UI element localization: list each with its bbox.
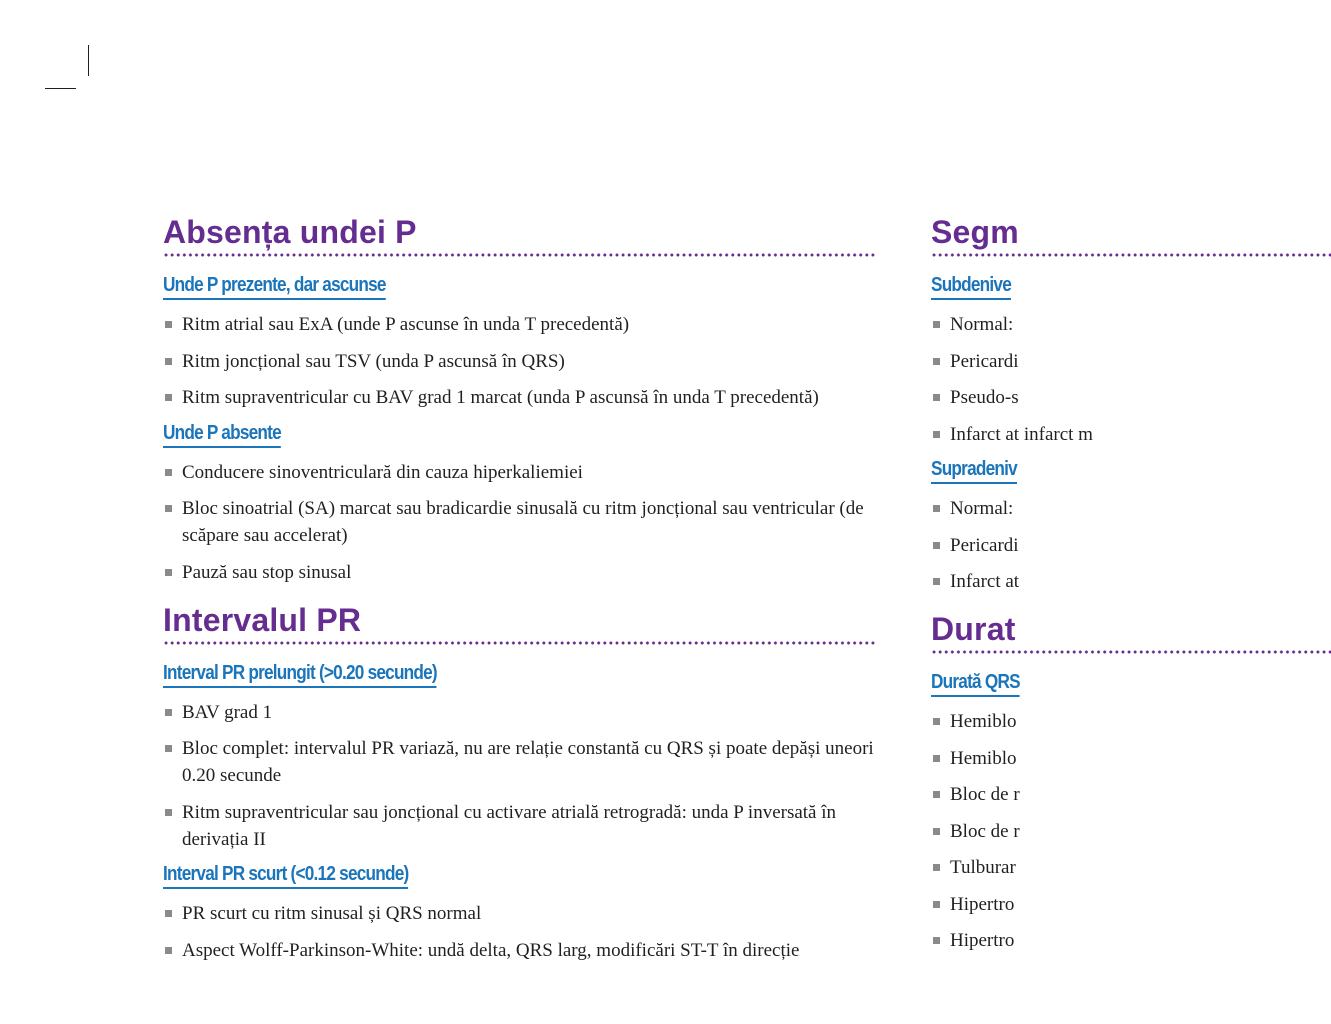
list-item-text: Aspect Wolff-Parkinson-White: undă delta, QRS larg, modificări ST-T în direcție [182, 939, 800, 961]
bullet-list [163, 699, 877, 853]
list-item-text: BAV grad 1 [182, 701, 273, 723]
list-item-text: Pericardi [950, 350, 1019, 372]
section [931, 213, 1331, 595]
square-bullet-icon [933, 901, 940, 908]
list-item-text: Infarct at infarct m [950, 423, 1093, 445]
list-item [163, 348, 877, 375]
list-item-text: Hipertro [950, 930, 1015, 951]
dotted-rule [931, 650, 1331, 654]
subsection [163, 273, 877, 411]
square-bullet-icon [165, 394, 172, 401]
list-item-text: Pauză sau stop sinusal [182, 561, 352, 583]
list-item-text: Ritm supraventricular cu BAV grad 1 marcat (unda P ascunsă în unda T precedentă) [182, 387, 819, 408]
section-title: Durat [931, 611, 1016, 647]
subsection-heading: Interval PR prelungit (>0.20 secunde) [163, 661, 437, 688]
bullet-list [163, 311, 877, 411]
subsection [931, 670, 1331, 954]
section [931, 610, 1331, 954]
square-bullet-icon [933, 394, 940, 401]
square-bullet-icon [165, 910, 172, 917]
subsection [163, 661, 877, 853]
section-title: Intervalul PR [163, 601, 362, 638]
list-item-text: Normal: [950, 498, 1014, 519]
square-bullet-icon [933, 864, 940, 871]
subsection-heading: Unde P prezente, dar ascunse [163, 273, 386, 300]
list-item [931, 745, 1331, 772]
list-item-text: Normal: [950, 314, 1014, 335]
list-item-text: Ritm joncțional sau TSV (unda P ascunsă în QRS) [182, 350, 565, 372]
list-item-text: Infarct at [950, 571, 1020, 592]
list-item [931, 311, 1331, 338]
square-bullet-icon [165, 469, 172, 476]
subsection [163, 421, 877, 586]
list-item-text: Bloc complet: intervalul PR variază, nu are relație constantă cu QRS și poate depăși uneori 0.20 secunde [182, 738, 874, 786]
list-item-text: Pseudo-s [950, 387, 1019, 408]
list-item [163, 559, 877, 586]
bullet-list [931, 311, 1331, 448]
square-bullet-icon [933, 828, 940, 835]
list-item [163, 799, 877, 853]
list-item [163, 900, 877, 927]
square-bullet-icon [165, 321, 172, 328]
list-item [931, 384, 1331, 411]
list-item [163, 735, 877, 789]
list-item [931, 927, 1331, 954]
square-bullet-icon [933, 505, 940, 512]
subsection-heading-row [931, 670, 1331, 697]
square-bullet-icon [933, 542, 940, 549]
bullet-list [163, 459, 877, 586]
list-item [163, 459, 877, 486]
square-bullet-icon [165, 569, 172, 576]
square-bullet-icon [933, 578, 940, 585]
list-item-text: Bloc de r [950, 784, 1020, 805]
dotted-rule [163, 253, 877, 257]
bullet-list [163, 900, 877, 964]
list-item-text: Hemiblo [950, 711, 1017, 732]
subsection-heading: Durată QRS [931, 670, 1020, 697]
list-item-text: Bloc sinoatrial (SA) marcat sau bradicardie sinusală cu ritm joncțional sau ventricular (de scăpare sau accelerat) [182, 498, 864, 546]
list-item [163, 384, 877, 411]
bullet-list [931, 495, 1331, 595]
list-item-text: Hipertro [950, 893, 1015, 915]
square-bullet-icon [933, 431, 940, 438]
square-bullet-icon [165, 809, 172, 816]
list-item [163, 311, 877, 338]
square-bullet-icon [933, 358, 940, 365]
left-column [163, 213, 877, 973]
list-item-text: Ritm atrial sau ExA (unde P ascunse în unda T precedentă) [182, 314, 630, 335]
dotted-rule [163, 641, 877, 645]
list-item-text: PR scurt cu ritm sinusal și QRS normal [182, 903, 482, 924]
list-item-text: Conducere sinoventriculară din cauza hiperkaliemiei [182, 461, 583, 483]
list-item [931, 818, 1331, 845]
square-bullet-icon [933, 791, 940, 798]
list-item [931, 495, 1331, 522]
crop-mark-horizontal [45, 88, 76, 89]
subsection-heading-row [163, 661, 877, 688]
subsection-heading-row [163, 862, 877, 889]
subsection-heading: Unde P absente [163, 421, 281, 448]
list-item [163, 937, 877, 964]
list-item-text: Bloc de r [950, 820, 1020, 842]
list-item-text: Ritm supraventricular sau joncțional cu activare atrială retrogradă: unda P inversată în derivația II [182, 801, 837, 850]
list-item [931, 348, 1331, 375]
section-title: Segm [931, 214, 1019, 250]
list-item [163, 699, 877, 726]
list-item [931, 708, 1331, 735]
bullet-list [931, 708, 1331, 954]
subsection [163, 862, 877, 964]
list-item [931, 854, 1331, 881]
list-item [931, 532, 1331, 559]
section-title: Absența undei P [163, 214, 417, 250]
square-bullet-icon [933, 718, 940, 725]
list-item [163, 495, 877, 549]
right-column [931, 213, 1331, 964]
square-bullet-icon [933, 755, 940, 762]
square-bullet-icon [165, 947, 172, 954]
list-item [931, 421, 1331, 448]
dotted-rule [931, 253, 1331, 257]
subsection [931, 457, 1331, 595]
square-bullet-icon [933, 321, 940, 328]
square-bullet-icon [933, 937, 940, 944]
subsection-heading: Subdenive [931, 273, 1011, 300]
list-item [931, 891, 1331, 918]
subsection-heading-row [931, 273, 1331, 300]
subsection-heading-row [931, 457, 1331, 484]
list-item-text: Pericardi [950, 534, 1019, 556]
list-item-text: Hemiblo [950, 747, 1017, 769]
list-item [931, 568, 1331, 595]
list-item-text: Tulburar [950, 857, 1016, 878]
subsection [931, 273, 1331, 448]
section [163, 601, 877, 964]
subsection-heading: Interval PR scurt (<0.12 secunde) [163, 862, 408, 889]
square-bullet-icon [165, 505, 172, 512]
crop-mark-vertical [88, 45, 89, 76]
subsection-heading: Supradeniv [931, 457, 1017, 484]
square-bullet-icon [165, 709, 172, 716]
section [163, 213, 877, 586]
square-bullet-icon [165, 358, 172, 365]
list-item [931, 781, 1331, 808]
subsection-heading-row [163, 273, 877, 300]
subsection-heading-row [163, 421, 877, 448]
square-bullet-icon [165, 745, 172, 752]
